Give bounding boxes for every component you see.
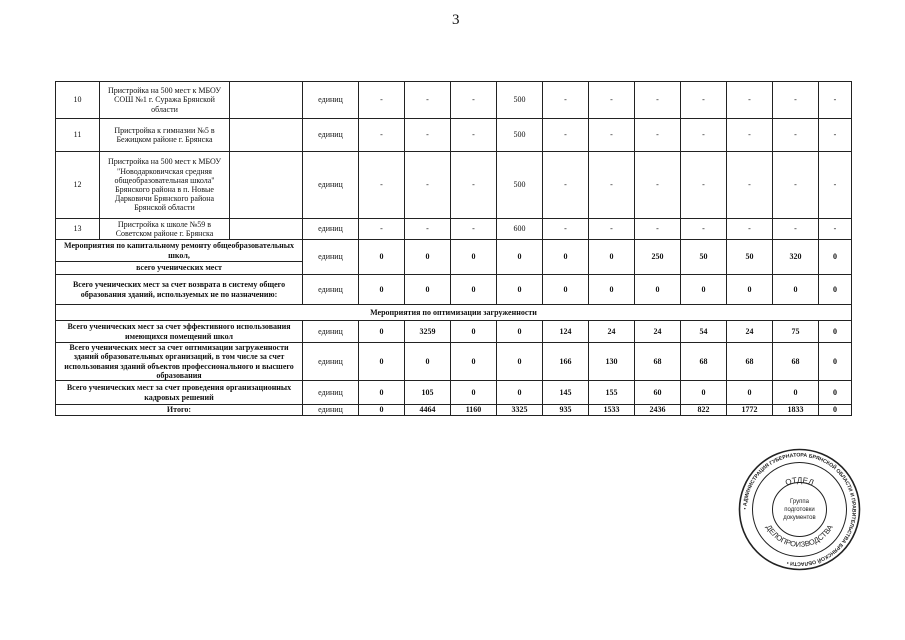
value-cell: 0	[405, 240, 451, 275]
value-cell: -	[589, 152, 635, 219]
value-cell: 50	[727, 240, 773, 275]
value-cell: 600	[497, 219, 543, 240]
object-name: Пристройка на 500 мест к МБОУ СОШ №1 г. Суража Брянской области	[100, 82, 230, 119]
value-cell: -	[819, 219, 852, 240]
value-cell: 0	[681, 381, 727, 405]
value-cell: 68	[773, 343, 819, 381]
value-cell: 250	[635, 240, 681, 275]
stamp-ring-text: • АДМИНИСТРАЦИЯ ГУБЕРНАТОРА БРЯНСКОЙ ОБЛАСТИ И ПРАВИТЕЛЬСТВА БРЯНСКОЙ ОБЛАСТИ •	[742, 452, 857, 567]
optimization-label: Всего ученических мест за счет эффективного использования имеющихся помещений школ	[56, 321, 303, 343]
value-cell: 24	[635, 321, 681, 343]
unit-cell: единиц	[303, 381, 359, 405]
value-cell: 0	[589, 240, 635, 275]
unit-cell: единиц	[303, 119, 359, 152]
value-cell: 0	[451, 275, 497, 305]
stamp-bottom-text: ДЕЛОПРОИЗВОДСТВА	[764, 523, 835, 549]
value-cell: -	[727, 219, 773, 240]
value-cell: 500	[497, 119, 543, 152]
value-cell: -	[359, 152, 405, 219]
value-cell: -	[635, 119, 681, 152]
value-cell: 0	[497, 321, 543, 343]
row-number: 11	[56, 119, 100, 152]
value-cell: 0	[819, 321, 852, 343]
value-cell: -	[405, 219, 451, 240]
value-cell: 0	[497, 275, 543, 305]
value-cell: 0	[451, 381, 497, 405]
value-cell: 500	[497, 152, 543, 219]
value-cell: 24	[727, 321, 773, 343]
unit-cell: единиц	[303, 219, 359, 240]
unit-cell: единиц	[303, 82, 359, 119]
value-cell: 145	[543, 381, 589, 405]
value-cell: 60	[635, 381, 681, 405]
value-cell: 0	[635, 275, 681, 305]
value-cell: 68	[727, 343, 773, 381]
value-cell: 0	[451, 240, 497, 275]
stamp-center-line-2: подготовки	[784, 507, 815, 513]
value-cell: 50	[681, 240, 727, 275]
value-cell: 3325	[497, 405, 543, 416]
stamp-center-line-1: Группа	[789, 499, 810, 505]
value-cell: 0	[727, 275, 773, 305]
value-cell: 0	[681, 275, 727, 305]
value-cell: -	[727, 152, 773, 219]
value-cell: -	[773, 152, 819, 219]
total-label: Итого:	[56, 405, 303, 416]
value-cell: -	[543, 82, 589, 119]
capital-repair-title: Мероприятия по капитальному ремонту общеобразовательных школ,	[56, 240, 303, 262]
value-cell: -	[451, 152, 497, 219]
value-cell: -	[681, 219, 727, 240]
total-row	[56, 405, 852, 416]
value-cell: 2436	[635, 405, 681, 416]
value-cell: -	[359, 82, 405, 119]
optimization-row	[56, 381, 852, 405]
blank-cell	[230, 152, 303, 219]
value-cell: -	[819, 82, 852, 119]
row-number: 13	[56, 219, 100, 240]
value-cell: 822	[681, 405, 727, 416]
page-number: 3	[452, 12, 460, 28]
section-header-row	[56, 305, 852, 321]
value-cell: 0	[359, 275, 405, 305]
capital-repair-row	[56, 240, 852, 262]
value-cell: 0	[359, 240, 405, 275]
value-cell: 105	[405, 381, 451, 405]
value-cell: 4464	[405, 405, 451, 416]
value-cell: 0	[589, 275, 635, 305]
value-cell: -	[589, 119, 635, 152]
blank-cell	[230, 219, 303, 240]
project-row	[56, 119, 852, 152]
value-cell: 75	[773, 321, 819, 343]
value-cell: 166	[543, 343, 589, 381]
value-cell: -	[451, 219, 497, 240]
value-cell: 68	[681, 343, 727, 381]
value-cell: 0	[773, 275, 819, 305]
project-row	[56, 219, 852, 240]
return-label: Всего ученических мест за счет возврата в систему общего образования зданий, используемых не по назначению:	[56, 275, 303, 305]
value-cell: -	[773, 119, 819, 152]
value-cell: -	[589, 219, 635, 240]
unit-cell: единиц	[303, 343, 359, 381]
value-cell: 24	[589, 321, 635, 343]
value-cell: -	[359, 219, 405, 240]
value-cell: 0	[819, 275, 852, 305]
value-cell: -	[543, 119, 589, 152]
value-cell: 0	[773, 381, 819, 405]
value-cell: -	[589, 82, 635, 119]
value-cell: -	[359, 119, 405, 152]
value-cell: -	[635, 219, 681, 240]
stamp-center-line-3: документов	[783, 515, 816, 521]
value-cell: -	[405, 119, 451, 152]
value-cell: 0	[359, 343, 405, 381]
value-cell: 0	[497, 343, 543, 381]
return-row	[56, 275, 852, 305]
value-cell: -	[635, 82, 681, 119]
capital-repair-subtitle: всего ученических мест	[56, 262, 303, 275]
value-cell: 0	[543, 275, 589, 305]
value-cell: 0	[405, 275, 451, 305]
optimization-row	[56, 321, 852, 343]
project-row	[56, 82, 852, 119]
official-stamp	[737, 447, 862, 572]
row-number: 10	[56, 82, 100, 119]
value-cell: 130	[589, 343, 635, 381]
value-cell: -	[727, 82, 773, 119]
value-cell: 68	[635, 343, 681, 381]
blank-cell	[230, 82, 303, 119]
value-cell: 155	[589, 381, 635, 405]
value-cell: 1533	[589, 405, 635, 416]
value-cell: 320	[773, 240, 819, 275]
value-cell: 0	[359, 381, 405, 405]
value-cell: 0	[359, 405, 405, 416]
row-number: 12	[56, 152, 100, 219]
value-cell: 0	[405, 343, 451, 381]
value-cell: -	[451, 82, 497, 119]
data-table	[55, 81, 852, 416]
value-cell: -	[543, 152, 589, 219]
project-row	[56, 152, 852, 219]
unit-cell: единиц	[303, 405, 359, 416]
value-cell: 0	[819, 405, 852, 416]
value-cell: 0	[497, 381, 543, 405]
value-cell: -	[773, 219, 819, 240]
unit-cell: единиц	[303, 275, 359, 305]
value-cell: 0	[359, 321, 405, 343]
value-cell: 1160	[451, 405, 497, 416]
value-cell: 500	[497, 82, 543, 119]
object-name: Пристройка к школе №59 в Советском районе г. Брянска	[100, 219, 230, 240]
value-cell: -	[681, 152, 727, 219]
value-cell: -	[681, 82, 727, 119]
blank-cell	[230, 119, 303, 152]
stamp-top-text: ОТДЕЛ	[784, 475, 815, 488]
value-cell: -	[727, 119, 773, 152]
object-name: Пристройка к гимназии №5 в Бежицком районе г. Брянска	[100, 119, 230, 152]
svg-text:ОТДЕЛ	[784, 476, 815, 488]
value-cell: 0	[451, 343, 497, 381]
value-cell: -	[543, 219, 589, 240]
object-name: Пристройка на 500 мест к МБОУ "Новодарковичская средняя общеобразовательная школа" Брянского района в п. Новые Дарковичи Брянского района Брянской области	[100, 152, 230, 219]
value-cell: 124	[543, 321, 589, 343]
unit-cell: единиц	[303, 240, 359, 275]
unit-cell: единиц	[303, 321, 359, 343]
optimization-label: Всего ученических мест за счет проведения организационных кадровых решений	[56, 381, 303, 405]
value-cell: 0	[819, 240, 852, 275]
value-cell: 0	[497, 240, 543, 275]
value-cell: 0	[727, 381, 773, 405]
value-cell: 0	[543, 240, 589, 275]
value-cell: 1772	[727, 405, 773, 416]
value-cell: 0	[819, 381, 852, 405]
value-cell: 0	[819, 343, 852, 381]
value-cell: -	[405, 152, 451, 219]
value-cell: -	[405, 82, 451, 119]
value-cell: -	[819, 119, 852, 152]
value-cell: -	[773, 82, 819, 119]
value-cell: 54	[681, 321, 727, 343]
value-cell: -	[681, 119, 727, 152]
value-cell: 935	[543, 405, 589, 416]
value-cell: -	[819, 152, 852, 219]
value-cell: 1833	[773, 405, 819, 416]
value-cell: 0	[451, 321, 497, 343]
optimization-row	[56, 343, 852, 381]
optimization-label: Всего ученических мест за счет оптимизации загруженности зданий образовательных организаций, в том числе за счет использования зданий объектов профессионального и высшего образования	[56, 343, 303, 381]
value-cell: -	[635, 152, 681, 219]
value-cell: 3259	[405, 321, 451, 343]
unit-cell: единиц	[303, 152, 359, 219]
value-cell: -	[451, 119, 497, 152]
optimization-section-title: Мероприятия по оптимизации загруженности	[56, 305, 852, 321]
